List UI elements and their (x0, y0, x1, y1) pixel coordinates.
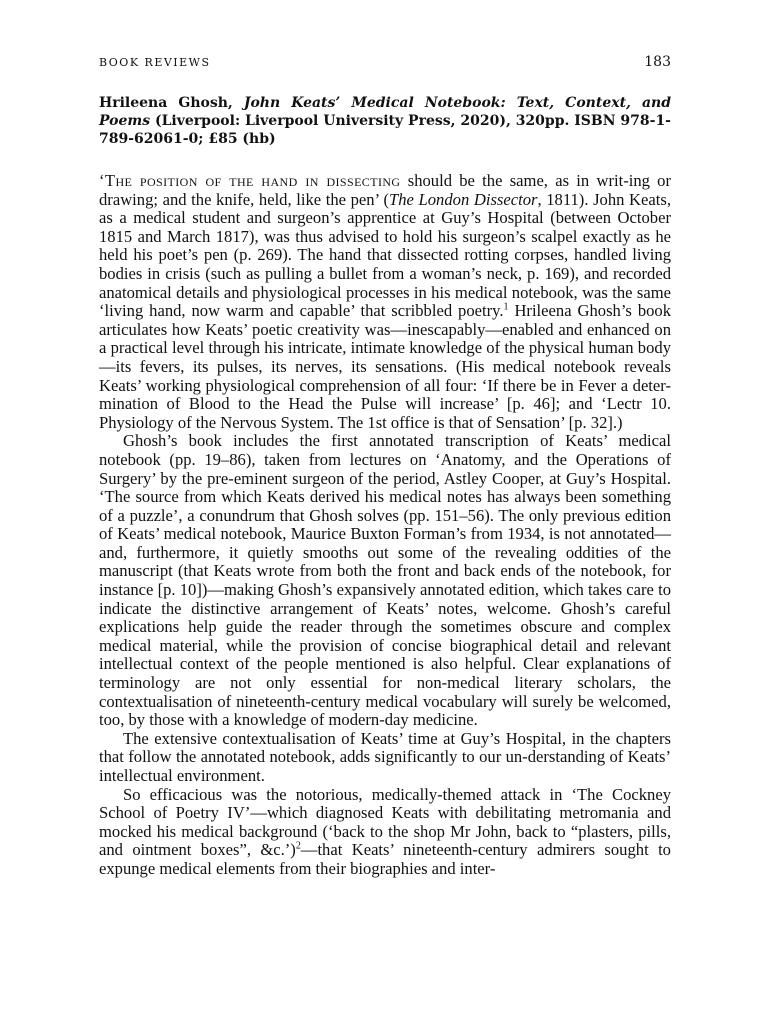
review-author: Hrileena Ghosh, (99, 95, 233, 111)
paragraph-1-text-a: should be the same, as in writ-ing or drawing; and the knife, held, like the pen’ ( (99, 171, 672, 209)
paragraph-1-text-b: , 1811). John Keats, as a medical student and surgeon’s apprentice at Guy’s Hospital (between October 1815 and March 1817), was thus advised to hold his surgeon’s scalpel exactly as he held his poet’s pen (p. 269). The hand that dissected rotting corpses, handled living bodies in crisis (such as pulling a bullet from a woman’s neck, p. 169), and recorded anatomical details and physiological processes in his medical notebook, was the same ‘living hand, now warm and capable’ that scribbled poetry. (99, 189, 671, 321)
paragraph-4 (99, 786, 671, 879)
page (99, 56, 671, 879)
paragraph-4-text-a: So efficacious was the notorious, medically-themed attack in ‘The Cockney School of Poetry IV’—which diagnosed Keats with debilitating metromania and mocked his medical background (‘back to the shop Mr John, back to “plasters, pills, and ointment boxes”, &c.’) (99, 784, 671, 860)
paragraph-2: Ghosh’s book includes the first annotated transcription of Keats’ medical notebook (pp. 19–86), taken from lectures on ‘Anatomy, and the Operations of Surgery’ by the pre-eminent surgeon of the period, Astley Cooper, at Guy’s Hospital. ‘The source from which Keats derived his medical notes has always been something of a puzzle’, a conundrum that Ghosh solves (pp. 151–56). The only previous edition of Keats’ medical notebook, Maurice Buxton Forman’s from 1934, is not annotated—and, furthermore, it quietly smooths out some of the revealing oddities of the manuscript (that Keats wrote from both the front and back ends of the notebook, for instance [p. 10])—making Ghosh’s expansively annotated edition, which takes care to indicate the distinctive arrangement of Keats’ notes, welcome. Ghosh’s careful explications help guide the reader through the sometimes obscure and complex medical material, while the provision of concise biographical detail and relevant intellectual context of the people mentioned is also helpful. Clear explanations of terminology are not only essential for non-medical literary scholars, the contextualisation of nineteenth-century medical vocabulary will surely be welcomed, too, by those with a knowledge of modern-day medicine. (99, 431, 671, 730)
paragraph-1-text-c: Hrileena Ghosh’s book articulates how Keats’ poetic creativity was—inescapably—enabled and enhanced on a practical level through his intricate, intimate knowledge of the physical human body—its fevers, its pulses, its nerves, its sensations. (His medical notebook reveals Keats’ working physiological comprehension of all four: ‘If there be in Fever a deter-mination of Blood to the Head the Pulse will increase’ [p. 46]; and ‘Lectr 10. Physiology of the Nervous System. The 1st office is that of Sensation’ [p. 32].) (99, 301, 672, 432)
page-number: 183 (644, 54, 671, 70)
cited-title: The London Dissector (389, 189, 538, 209)
paragraph-4-text-b: —that Keats’ nineteenth-century admirers sought to expunge medical elements from their biographies and inter- (99, 840, 671, 878)
book-title: John Keats’ Medical Notebook: Text, Context, and Poems (99, 95, 672, 129)
publication-details: (Liverpool: Liverpool University Press, 2020), 320pp. ISBN 978-1-789-62061-0; £85 (hb) (99, 113, 671, 147)
running-head (99, 56, 671, 76)
review-body (99, 172, 671, 879)
footnote-marker[interactable]: 2 (295, 840, 301, 852)
review-header (99, 94, 671, 148)
paragraph-3: The extensive contextualisation of Keats’ time at Guy’s Hospital, in the chapters that follow the annotated notebook, adds significantly to our un-derstanding of Keats’ intellectual environment. (99, 728, 671, 785)
opening-smallcaps: ‘The position of the hand in dissecting (99, 171, 401, 190)
running-head-title: BOOK REVIEWS (99, 56, 211, 69)
footnote-marker[interactable]: 1 (503, 301, 509, 313)
paragraph-1 (99, 172, 671, 432)
